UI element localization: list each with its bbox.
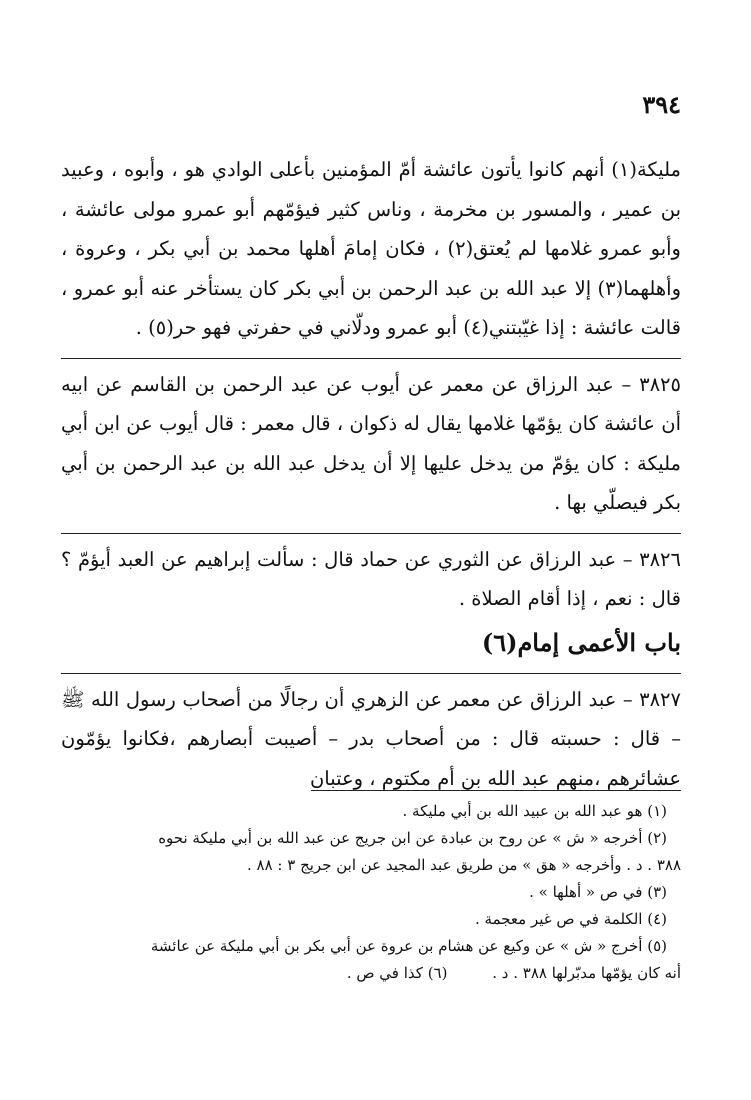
- footnote-2-continued: [61, 852, 681, 879]
- footnote-5-continued: [61, 960, 681, 987]
- footnote-number: (٣): [647, 883, 667, 901]
- footnote-divider: [311, 790, 681, 791]
- page-number: ٣٩٤: [642, 90, 681, 119]
- paragraph-3827: ٣٨٢٧ – عبد الرزاق عن معمر عن الزهري أن رجالًا من أصحاب رسول الله ﷺ – قال : حسبته قال : من أصحاب بدر – أصيبت أبصارهم ،فكانوا يؤمّون عشائرهم ،منهم عبد الله بن أم مكتوم ، وعتبان: [61, 673, 681, 799]
- paragraph-3825: ٣٨٢٥ – عبد الرزاق عن معمر عن أيوب عن عبد الرحمن بن القاسم عن ابيه أن عائشة كان يؤمّها غلامها يقال له ذكوان ، قال معمر : قال أيوب عن ابن أبي مليكة : كان يؤمّ من يدخل عليها إلا أن يدخل عبد الله بن عبد الرحمن بن أبي بكر فيصلّي بها .: [61, 358, 681, 523]
- footnote-number: (٢): [647, 829, 667, 847]
- paragraph-1: مليكة(١) أنهم كانوا يأتون عائشة أمّ المؤمنين بأعلى الوادي هو ، وأبوه ، وعبيد بن عمير ، والمسور بن مخرمة ، وناس كثير فيؤمّهم أبو عمرو مولى عائشة ، وأبو عمرو غلامها لم يُعتق(٢) ، فكان إمامَ أهلها محمد بن أبي بكر ، وعروة ، وأهلهما(٣) إلا عبد الله بن عبد الرحمن بن أبي بكر كان يستأخر عنه أبو عمرو ، قالت عائشة : إذا غيّبتني(٤) أبو عمرو ودلّاني في حفرتي فهو حر(٥) .: [61, 158, 681, 339]
- footnote-number: (٥): [647, 937, 667, 955]
- footnote-text: أخرجه « ش » عن روح بن عبادة عن ابن جريج عن عبد الله بن أبي مليكة نحوه: [158, 829, 643, 847]
- footnote-2: [61, 825, 681, 852]
- footnote-1: [61, 798, 681, 825]
- footnote-text: الكلمة في ص غير معجمة .: [475, 910, 643, 928]
- footnote-text: ٣٨٨ . د . وأخرجه « هق » من طريق عبد المجيد عن ابن جريج ٣ : ٨٨ .: [246, 856, 681, 874]
- footnote-5: [61, 933, 681, 960]
- footnote-text: في ص « أهلها » .: [529, 883, 643, 901]
- paragraph-3826: ٣٨٢٦ – عبد الرزاق عن الثوري عن حماد قال : سألت إبراهيم عن العبد أيؤمّ ؟ قال : نعم ، إذا أقام الصلاة .: [61, 533, 681, 619]
- footnote-text: أنه كان يؤمّها مدبّرلها ٣٨٨ . د .: [492, 964, 681, 982]
- footnote-3: [61, 879, 681, 906]
- footnote-text: هو عبد الله بن عبيد الله بن أبي مليكة .: [402, 802, 643, 820]
- main-text: [61, 150, 681, 798]
- footnote-text: أخرج « ش » عن وكيع عن هشام بن عروة عن أبي بكر بن أبي مليكة عن عائشة: [150, 937, 643, 955]
- footnote-4: [61, 906, 681, 933]
- footnote-number: (٤): [647, 910, 667, 928]
- footnotes: [61, 798, 681, 987]
- footnote-6: (٦) كذا في ص .: [346, 964, 448, 982]
- chapter-heading: باب الأعمى إمام(٦): [481, 627, 681, 657]
- footnote-number: (١): [647, 802, 667, 820]
